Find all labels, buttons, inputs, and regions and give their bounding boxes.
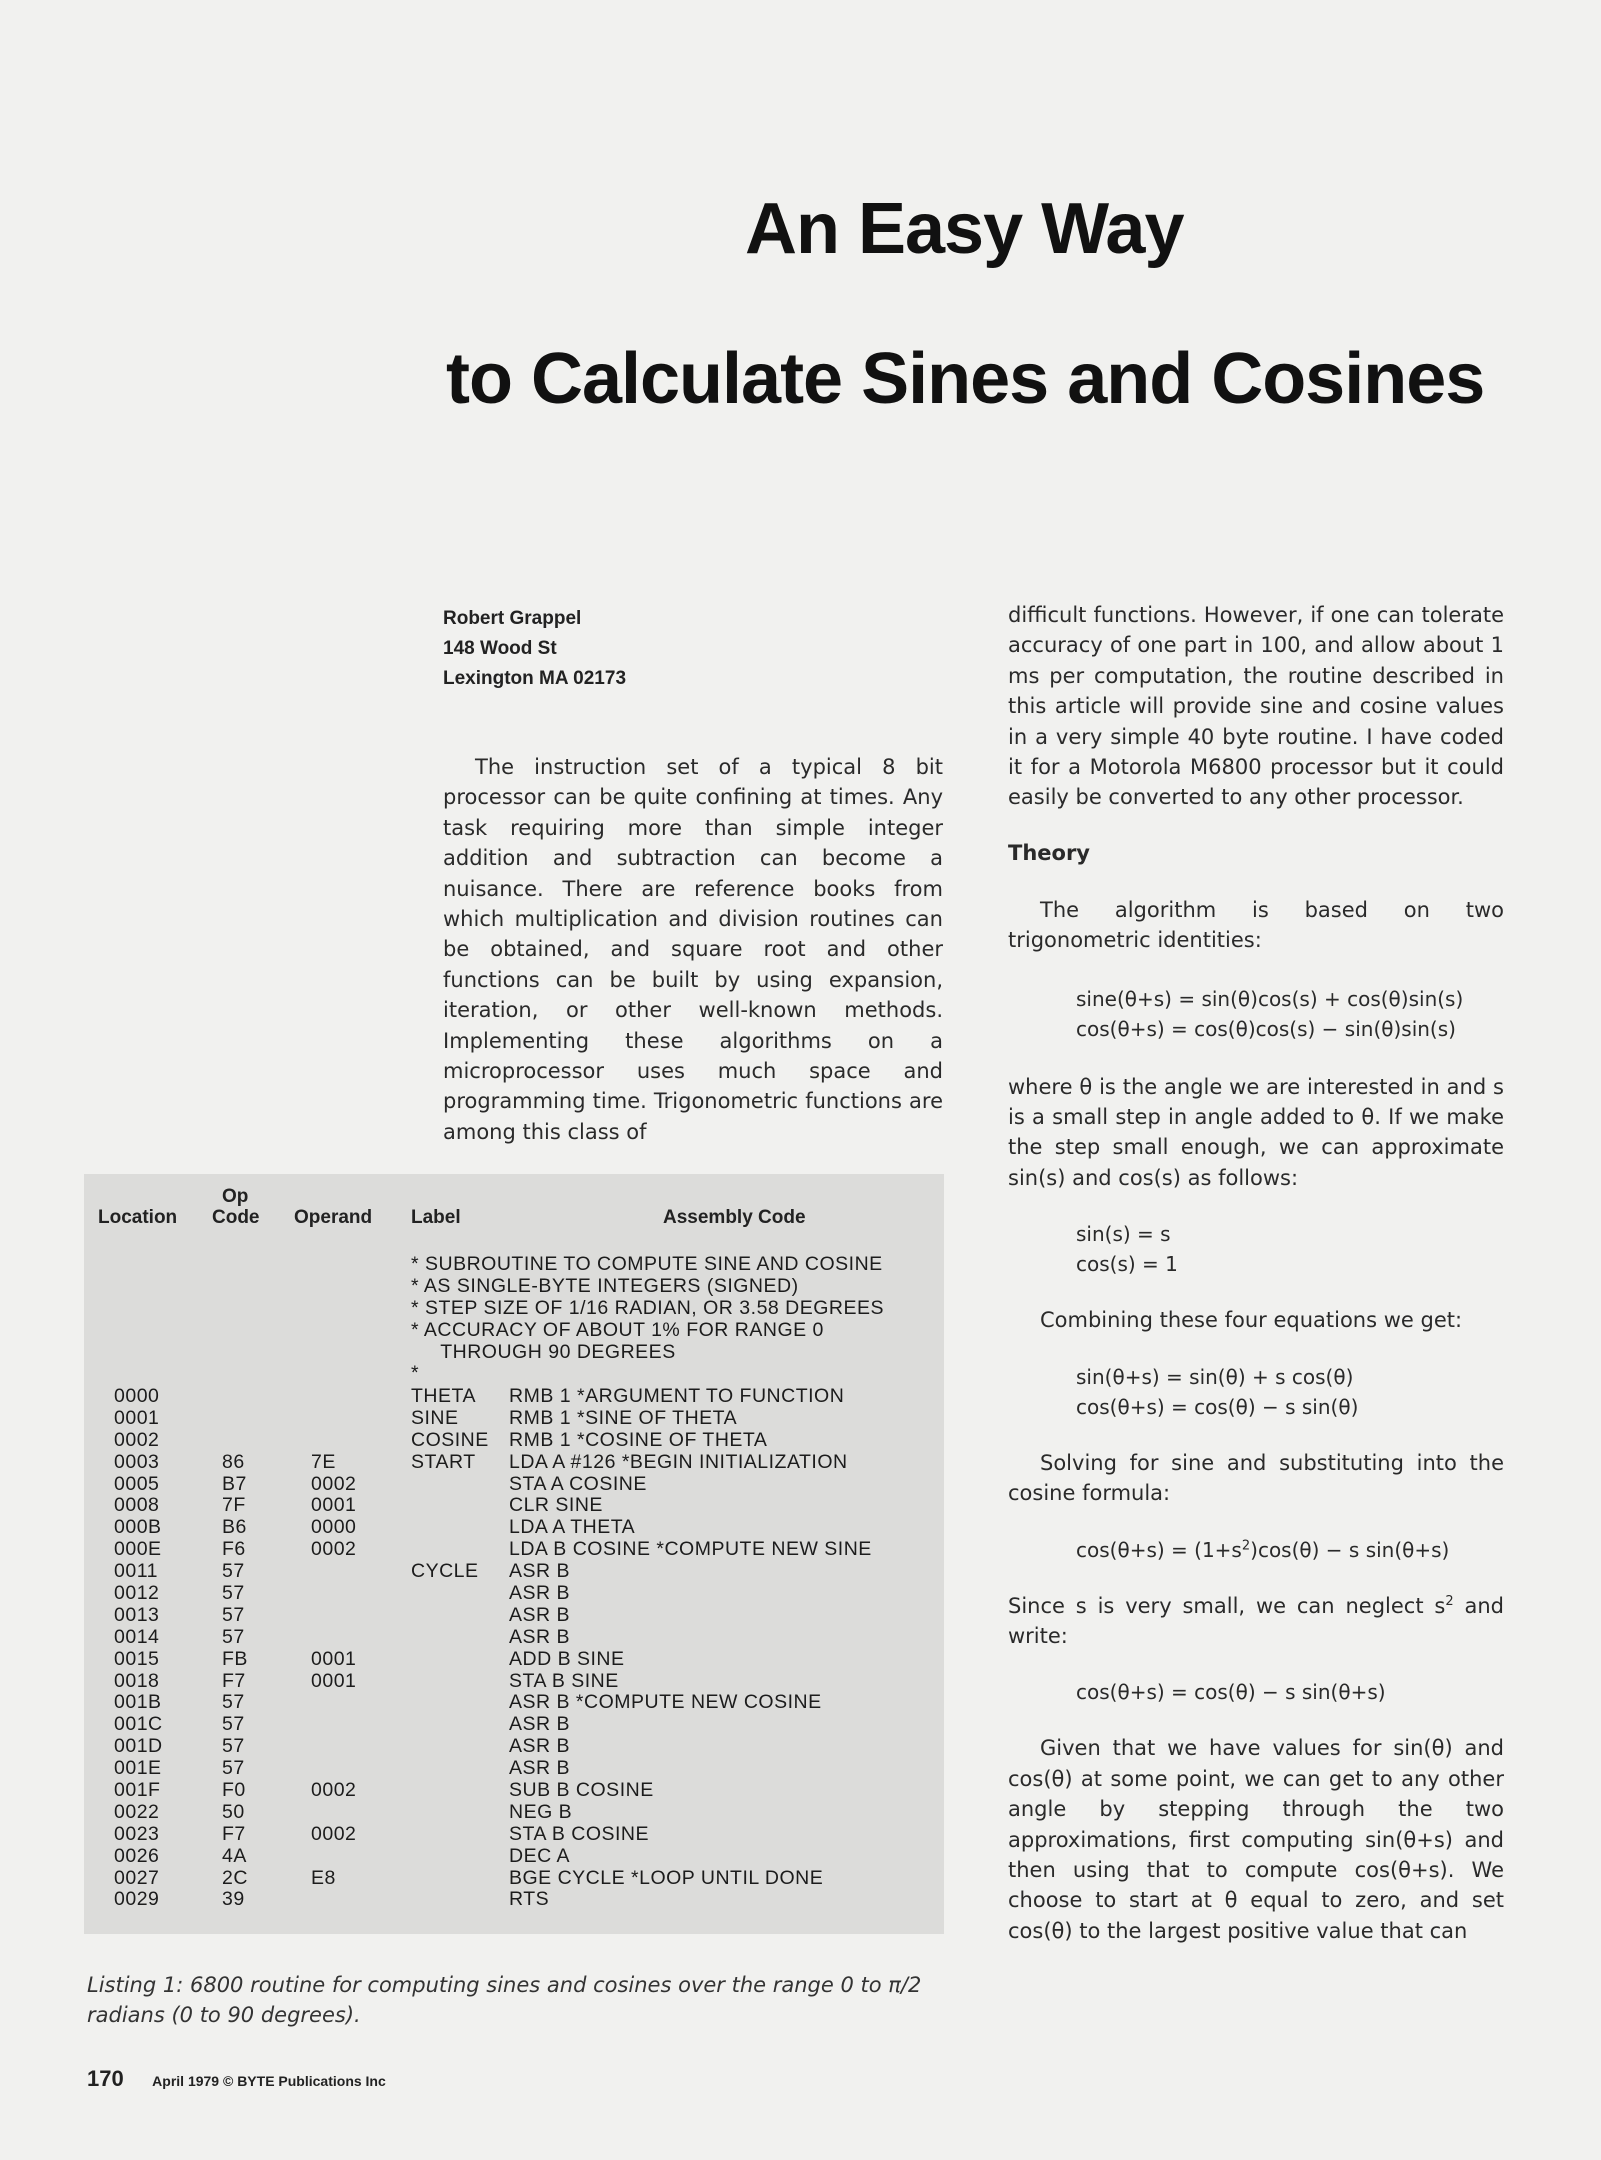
equation-block xyxy=(1008,984,1504,1044)
operand-cell: 0001 xyxy=(311,1669,357,1692)
location-cell: 0023 xyxy=(114,1822,160,1845)
location-cell: 0002 xyxy=(114,1428,160,1451)
assembly-cell: ASR B xyxy=(509,1735,571,1758)
equation xyxy=(1076,1535,1504,1565)
header-code: Code xyxy=(212,1207,260,1228)
equation-block xyxy=(1008,1219,1504,1279)
opcode-cell: F6 xyxy=(222,1538,246,1561)
assembly-column xyxy=(509,1386,872,1911)
superscript: 2 xyxy=(1445,1593,1454,1609)
label-cell xyxy=(411,1758,489,1780)
equation-block xyxy=(1008,1535,1504,1565)
opcode-cell: 2C xyxy=(222,1866,248,1889)
assembly-cell: SUB B COSINE xyxy=(509,1779,654,1802)
body-paragraph: The algorithm is based on two trigonometric identities: xyxy=(1008,897,1504,953)
operand-cell: 0000 xyxy=(311,1516,357,1539)
page-number: 170 xyxy=(87,2066,124,2091)
location-cell: 001F xyxy=(114,1779,161,1802)
location-cell: 0027 xyxy=(114,1866,160,1889)
location-cell: 0000 xyxy=(114,1385,160,1407)
opcode-cell xyxy=(222,1386,248,1408)
location-cell: 001E xyxy=(114,1757,162,1780)
assembly-cell: ASR B xyxy=(509,1757,571,1780)
location-cell: 001B xyxy=(114,1691,162,1714)
label-cell xyxy=(411,1649,489,1671)
assembly-cell: BGE CYCLE *LOOP UNTIL DONE xyxy=(509,1866,824,1889)
location-cell: 0011 xyxy=(114,1560,158,1583)
assembly-cell: STA A COSINE xyxy=(509,1472,647,1495)
opcode-column xyxy=(222,1386,248,1911)
operand-cell: 0002 xyxy=(311,1822,357,1845)
equation-block xyxy=(1008,1677,1504,1707)
header-label: Label xyxy=(411,1207,461,1228)
assembly-cell: CLR SINE xyxy=(509,1494,603,1517)
label-cell xyxy=(411,1517,489,1539)
opcode-cell: F0 xyxy=(222,1779,246,1802)
location-cell: 000E xyxy=(114,1538,162,1561)
location-column xyxy=(114,1386,163,1911)
opcode-cell: 7F xyxy=(222,1494,246,1517)
assembly-cell: RMB 1 *SINE OF THETA xyxy=(509,1406,738,1429)
text-part: Since s is very small, we can neglect s xyxy=(1008,1593,1446,1618)
operand-cell xyxy=(311,1386,356,1408)
label-cell xyxy=(411,1824,489,1846)
assembly-cell: STA B COSINE xyxy=(509,1822,650,1845)
operand-cell xyxy=(311,1692,356,1714)
label-cell xyxy=(411,1692,489,1714)
label-column xyxy=(411,1386,489,1911)
label-cell xyxy=(411,1495,489,1517)
operand-cell xyxy=(311,1802,356,1824)
label-cell xyxy=(411,1671,489,1693)
label-cell xyxy=(411,1583,489,1605)
operand-cell xyxy=(311,1605,356,1627)
location-cell: 0008 xyxy=(114,1494,160,1517)
location-cell: 0018 xyxy=(114,1669,160,1692)
label-cell: SINE xyxy=(411,1406,459,1429)
body-paragraph: where θ is the angle we are interested in and s is a small step in angle added to θ. If we make the step small enough, we can approximate sin(s) and cos(s) as follows: xyxy=(1008,1074,1504,1190)
opcode-cell: F7 xyxy=(222,1669,246,1692)
opcode-cell: 57 xyxy=(222,1691,245,1714)
assembly-cell: ADD B SINE xyxy=(509,1647,625,1670)
label-cell xyxy=(411,1605,489,1627)
assembly-cell: ASR B xyxy=(509,1713,571,1736)
equation: cos(s) = 1 xyxy=(1076,1252,1178,1277)
equation-part: cos(θ+s) = (1+s xyxy=(1076,1537,1242,1562)
header-operand: Operand xyxy=(294,1207,373,1228)
assembly-cell: ASR B xyxy=(509,1625,571,1648)
author-block xyxy=(443,604,626,694)
body-paragraph: Given that we have values for sin(θ) and cos(θ) at some point, we can get to any other angle by stepping through the two approximations, first computing sin(θ+s) and then using that to compute cos(θ+s). We choose to start at θ equal to zero, and set cos(θ) to the largest positive value that can xyxy=(1008,1736,1504,1943)
label-cell xyxy=(411,1627,489,1649)
location-cell: 0026 xyxy=(114,1844,160,1867)
opcode-cell: B7 xyxy=(222,1472,247,1495)
body-paragraph: The instruction set of a typical 8 bit processor can be quite confining at times. Any task requiring more than simple integer addition and subtraction can become a nuisance. There are reference books from which multiplication and division routines can be obtained, and square root and other functions can be built by using expansion, iteration, or other well-known methods. Implementing these algorithms on a microprocessor uses much space and programming time. Trigonometric functions are among this class of xyxy=(443,755,943,1144)
location-cell: 0013 xyxy=(114,1603,160,1626)
operand-column xyxy=(311,1386,356,1911)
location-cell: 0001 xyxy=(114,1406,160,1429)
author-street: 148 Wood St xyxy=(443,638,557,659)
comment-line: THROUGH 90 DEGREES xyxy=(411,1340,676,1363)
opcode-cell: 57 xyxy=(222,1735,245,1758)
listing-caption: Listing 1: 6800 routine for computing sines and cosines over the range 0 to π/2 radians (0 to 90 degrees). xyxy=(87,1973,922,2027)
location-cell: 0022 xyxy=(114,1800,160,1823)
superscript: 2 xyxy=(1241,1537,1251,1553)
operand-cell: 0002 xyxy=(311,1472,357,1495)
operand-cell xyxy=(311,1889,356,1911)
opcode-cell: F7 xyxy=(222,1822,246,1845)
equation: sin(θ+s) = sin(θ) + s cos(θ) xyxy=(1076,1364,1354,1389)
operand-cell: 0001 xyxy=(311,1647,357,1670)
opcode-cell xyxy=(222,1408,248,1430)
label-cell: COSINE xyxy=(411,1428,489,1451)
body-paragraph: Combining these four equations we get: xyxy=(1040,1308,1463,1333)
operand-cell xyxy=(311,1583,356,1605)
assembly-cell: DEC A xyxy=(509,1844,571,1867)
location-cell: 0012 xyxy=(114,1582,160,1605)
opcode-cell: 86 xyxy=(222,1450,245,1473)
comment-line: * SUBROUTINE TO COMPUTE SINE AND COSINE xyxy=(411,1253,883,1275)
section-heading-theory: Theory xyxy=(1008,840,1090,865)
assembly-cell: NEG B xyxy=(509,1800,573,1823)
equation: sin(s) = s xyxy=(1076,1222,1171,1247)
header-location: Location xyxy=(98,1207,178,1228)
author-name: Robert Grappel xyxy=(443,608,582,629)
operand-cell xyxy=(311,1758,356,1780)
operand-cell xyxy=(311,1736,356,1758)
label-cell xyxy=(411,1802,489,1824)
comment-line: * AS SINGLE-BYTE INTEGERS (SIGNED) xyxy=(411,1274,799,1297)
opcode-cell: 39 xyxy=(222,1888,245,1911)
location-cell: 001C xyxy=(114,1713,163,1736)
comment-line: * xyxy=(411,1362,420,1385)
operand-cell: 0002 xyxy=(311,1538,357,1561)
label-cell xyxy=(411,1846,489,1868)
opcode-cell: 57 xyxy=(222,1625,245,1648)
article-title-line-2: to Calculate Sines and Cosines xyxy=(446,339,1485,419)
operand-cell: 0001 xyxy=(311,1494,357,1517)
label-cell xyxy=(411,1889,489,1911)
label-cell: THETA xyxy=(411,1385,476,1407)
opcode-cell: 57 xyxy=(222,1560,245,1583)
assembly-cell: ASR B xyxy=(509,1582,571,1605)
assembly-cell: ASR B xyxy=(509,1603,571,1626)
operand-cell: 0002 xyxy=(311,1779,357,1802)
opcode-cell: 4A xyxy=(222,1844,247,1867)
location-cell: 0003 xyxy=(114,1450,160,1473)
body-paragraph: difficult functions. However, if one can tolerate accuracy of one part in 100, and allow about 1 ms per computation, the routine described in this article will provide sine and cosine values in a very simple 40 byte routine. I have coded it for a Motorola M6800 processor but it could easily be converted to any other processor. xyxy=(1008,603,1504,810)
location-cell: 0015 xyxy=(114,1647,160,1670)
opcode-cell: 57 xyxy=(222,1713,245,1736)
operand-cell: 7E xyxy=(311,1450,336,1473)
assembly-cell: RMB 1 *ARGUMENT TO FUNCTION xyxy=(509,1385,845,1407)
operand-cell xyxy=(311,1561,356,1583)
operand-cell xyxy=(311,1846,356,1868)
assembly-cell: STA B SINE xyxy=(509,1669,619,1692)
equation: cos(θ+s) = cos(θ) − s sin(θ+s) xyxy=(1076,1680,1386,1705)
comment-block xyxy=(411,1254,884,1385)
opcode-cell: B6 xyxy=(222,1516,247,1539)
equation: sine(θ+s) = sin(θ)cos(s) + cos(θ)sin(s) xyxy=(1076,986,1464,1011)
body-column-right xyxy=(1008,600,1504,1946)
comment-line: * STEP SIZE OF 1/16 RADIAN, OR 3.58 DEGREES xyxy=(411,1296,885,1319)
text-part: and write: xyxy=(1008,1593,1505,1648)
header-assembly: Assembly Code xyxy=(663,1207,806,1228)
assembly-cell: RMB 1 *COSINE OF THETA xyxy=(509,1428,768,1451)
label-cell xyxy=(411,1539,489,1561)
location-cell: 000B xyxy=(114,1516,162,1539)
label-cell xyxy=(411,1780,489,1802)
comment-line: * ACCURACY OF ABOUT 1% FOR RANGE 0 xyxy=(411,1318,824,1341)
operand-cell xyxy=(311,1627,356,1649)
opcode-cell: 57 xyxy=(222,1603,245,1626)
label-cell: START xyxy=(411,1450,476,1473)
operand-cell xyxy=(311,1430,356,1452)
opcode-cell xyxy=(222,1430,248,1452)
assembly-cell: LDA A THETA xyxy=(509,1516,636,1539)
equation: cos(θ+s) = cos(θ)cos(s) − sin(θ)sin(s) xyxy=(1076,1016,1456,1041)
label-cell xyxy=(411,1736,489,1758)
assembly-cell: LDA A #126 *BEGIN INITIALIZATION xyxy=(509,1450,848,1473)
footer-publication: April 1979 © BYTE Publications Inc xyxy=(152,2073,386,2089)
code-listing xyxy=(84,1174,944,1934)
label-cell xyxy=(411,1474,489,1496)
assembly-cell: LDA B COSINE *COMPUTE NEW SINE xyxy=(509,1538,872,1561)
opcode-cell: 50 xyxy=(222,1800,245,1823)
body-column-left xyxy=(443,752,943,1147)
label-cell xyxy=(411,1868,489,1890)
body-paragraph: Solving for sine and substituting into the cosine formula: xyxy=(1008,1450,1504,1506)
assembly-cell: ASR B xyxy=(509,1560,571,1583)
label-cell xyxy=(411,1714,489,1736)
opcode-cell: FB xyxy=(222,1647,248,1670)
page-footer xyxy=(87,2066,386,2092)
location-cell: 0029 xyxy=(114,1888,160,1911)
equation-block xyxy=(1008,1362,1504,1422)
operand-cell xyxy=(311,1714,356,1736)
body-paragraph xyxy=(1008,1591,1504,1652)
operand-cell xyxy=(311,1408,356,1430)
label-cell: CYCLE xyxy=(411,1560,479,1583)
assembly-cell: ASR B *COMPUTE NEW COSINE xyxy=(509,1691,822,1714)
opcode-cell: 57 xyxy=(222,1582,245,1605)
header-op: Op xyxy=(222,1186,249,1207)
author-city: Lexington MA 02173 xyxy=(443,668,627,689)
equation-part: )cos(θ) − s sin(θ+s) xyxy=(1250,1537,1450,1562)
operand-cell: E8 xyxy=(311,1866,336,1889)
location-cell: 0014 xyxy=(114,1625,160,1648)
location-cell: 001D xyxy=(114,1735,163,1758)
location-cell: 0005 xyxy=(114,1472,160,1495)
assembly-cell: RTS xyxy=(509,1888,550,1911)
article-title-line-1: An Easy Way xyxy=(745,189,1184,269)
opcode-cell: 57 xyxy=(222,1757,245,1780)
equation: cos(θ+s) = cos(θ) − s sin(θ) xyxy=(1076,1394,1359,1419)
